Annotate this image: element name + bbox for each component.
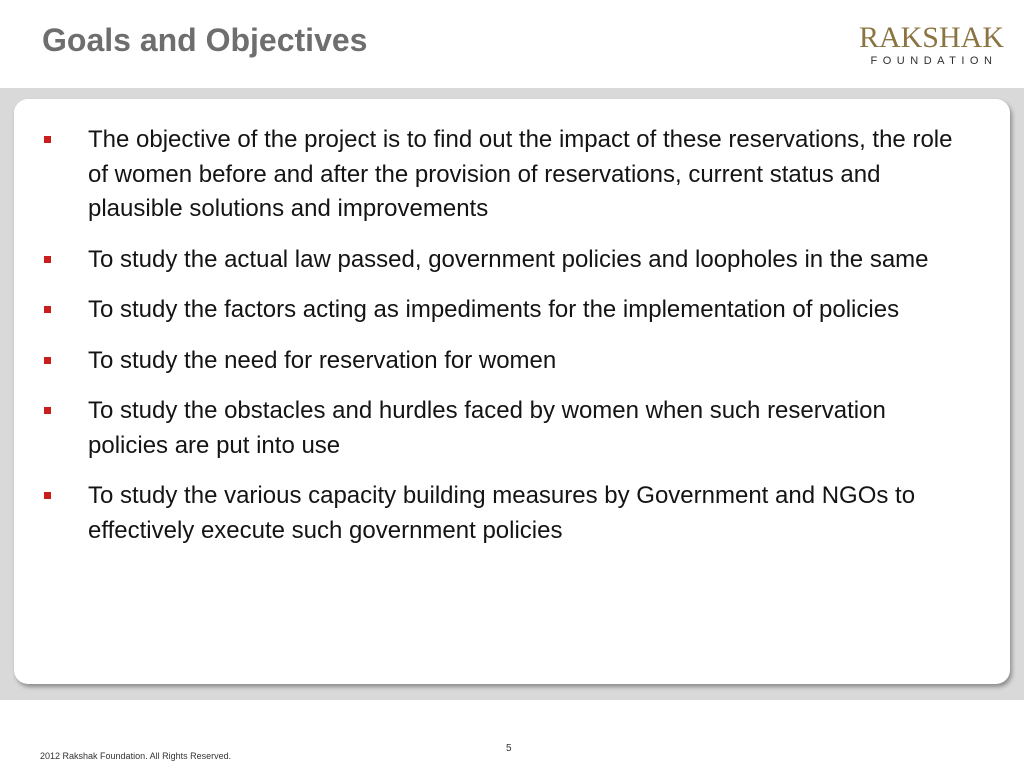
bullet-text: To study the factors acting as impediments for the implementation of policies: [88, 296, 900, 323]
square-bullet-icon: [44, 136, 51, 143]
square-bullet-icon: [44, 407, 51, 414]
slide-title: Goals and Objectives: [42, 22, 368, 58]
list-item: [72, 344, 972, 379]
bullet-text: To study the obstacles and hurdles faced by women when such reservation policies are put into use: [88, 397, 886, 459]
bullet-text: To study the actual law passed, government policies and loopholes in the same: [88, 245, 929, 273]
list-item: [72, 123, 972, 227]
bullet-text: To study the need for reservation for women: [88, 346, 557, 374]
square-bullet-icon: [44, 256, 51, 263]
square-bullet-icon: [44, 357, 51, 364]
bullet-text: The objective of the project is to find out the impact of these reservations, the role of women before and after the provision of reservations, current status and plausible solutions and improvements: [88, 126, 953, 222]
rakshak-foundation-logo: [859, 22, 1004, 68]
square-bullet-icon: [44, 492, 51, 499]
logo-sub-text: FOUNDATION: [870, 55, 998, 67]
list-item: [72, 243, 972, 278]
content-card: [14, 99, 1010, 684]
bullet-text: To study the various capacity building measures by Government and NGOs to effectively execute such government policies: [88, 482, 916, 544]
logo-main-text: RAKSHAK: [858, 21, 1004, 54]
list-item: [72, 479, 972, 548]
list-item: [72, 394, 972, 463]
copyright-notice: 2012 Rakshak Foundation. All Rights Reserved.: [40, 751, 232, 761]
list-item: [72, 293, 972, 328]
square-bullet-icon: [44, 306, 51, 313]
page-number: 5: [506, 743, 512, 754]
objectives-list: [72, 123, 972, 564]
